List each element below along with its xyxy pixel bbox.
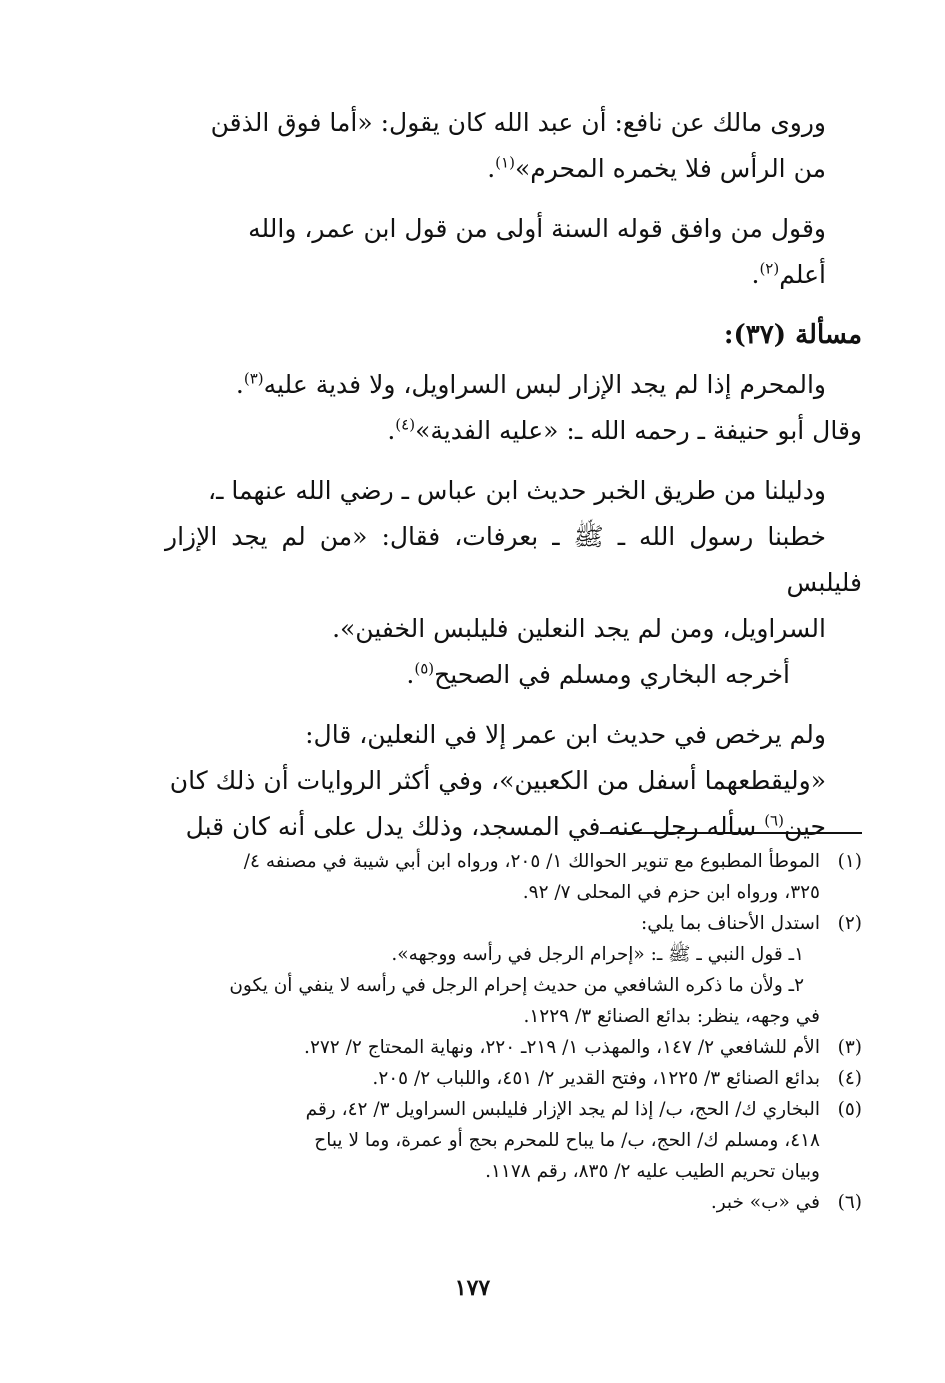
footnotes-section bbox=[165, 846, 862, 1218]
footnote-number: (٦) bbox=[837, 1192, 862, 1213]
footnote-line: الأم للشافعي ٢/ ١٤٧، والمهذب ١/ ٢١٩ـ ٢٢٠، ونهاية المحتاج ٢/ ٢٧٢. bbox=[304, 1037, 820, 1058]
footnote-reference: (١) bbox=[495, 153, 515, 172]
text-segment: . bbox=[487, 154, 496, 183]
text-segment: أخرجه البخاري ومسلم في الصحيح bbox=[434, 660, 790, 689]
text-line bbox=[165, 804, 862, 850]
footnote-number: (٢) bbox=[837, 913, 862, 934]
footnote-body bbox=[165, 846, 820, 908]
text-line: وقال أبو حنيفة ـ رحمه الله ـ: «عليه الفدية»$^{(٤)}$. bbox=[387, 415, 862, 445]
footnote-item bbox=[165, 1187, 862, 1218]
text-segment: والمحرم إذا لم يجد الإزار لبس السراويل، ولا فدية عليه bbox=[263, 370, 826, 399]
footnote-item bbox=[165, 1094, 862, 1187]
footnote-reference: (٦) bbox=[764, 811, 784, 830]
footnote-item bbox=[165, 1063, 862, 1094]
paragraph-evidence bbox=[165, 468, 862, 698]
text-line: ودليلنا من طريق الخبر حديث ابن عباس ـ رضي الله عنهما ـ، bbox=[208, 476, 826, 505]
text-line: أخرجه البخاري ومسلم في الصحيح$^{(٥)}$. bbox=[406, 659, 790, 689]
footnote-body bbox=[165, 1094, 820, 1187]
footnote-reference: (٢) bbox=[759, 259, 780, 278]
text-line: والمحرم إذا لم يجد الإزار لبس السراويل، ولا فدية عليه$^{(٣)}$. bbox=[235, 369, 826, 399]
text-segment: أعلم bbox=[779, 260, 826, 289]
footnote-line: وبيان تحريم الطيب عليه ٢/ ٨٣٥، رقم ١١٧٨. bbox=[485, 1161, 820, 1182]
footnote-line: البخاري ك/ الحج، ب/ إذا لم يجد الإزار فليلبس السراويل ٣/ ٤٢، رقم bbox=[305, 1099, 820, 1120]
paragraph-malik-narration bbox=[165, 100, 862, 192]
text-line: وقول من وافق قوله السنة أولى من قول ابن عمر، والله bbox=[248, 214, 826, 243]
footnote-sublist bbox=[165, 970, 862, 1032]
footnote-subline: ١ـ قول النبي ـ ﷺ ـ: «إحرام الرجل في رأسه ووجهه». bbox=[391, 944, 804, 965]
footnote-line: في «ب» خبر. bbox=[710, 1192, 820, 1213]
text-line: ولم يرخص في حديث ابن عمر إلا في النعلين، قال: bbox=[305, 720, 826, 749]
footnote-reference: (٥) bbox=[414, 659, 435, 678]
text-segment: حين bbox=[783, 812, 826, 841]
footnote-line: استدل الأحناف بما يلي: bbox=[641, 913, 820, 934]
footnote-number: (٤) bbox=[837, 1068, 862, 1089]
footnote-body bbox=[165, 1187, 820, 1218]
footnote-body bbox=[165, 908, 820, 1032]
text-segment: وقال أبو حنيفة ـ رحمه الله ـ: «عليه الفدية» bbox=[415, 416, 862, 445]
footnote-item bbox=[165, 908, 862, 1032]
footnote-line: الموطأ المطبوع مع تنوير الحوالك ١/ ٢٠٥، ورواه ابن أبي شيبة في مصنفه ٤/ bbox=[243, 851, 820, 872]
issue-heading: مسألة (٣٧): bbox=[723, 320, 862, 350]
text-line: السراويل، ومن لم يجد النعلين فليلبس الخفين». bbox=[332, 614, 826, 643]
footnote-body bbox=[165, 1032, 820, 1063]
footnote-subline: في وجهه، ينظر: بدائع الصنائع ٣/ ١٢٢٩. bbox=[523, 1006, 820, 1027]
footnote-sublist bbox=[165, 939, 820, 970]
footnote-subline: ٢ـ ولأن ما ذكره الشافعي من حديث إحرام الرجل في رأسه لا ينفي أن يكون bbox=[229, 975, 804, 996]
footnote-reference: (٤) bbox=[395, 415, 416, 434]
text-line: وروى مالك عن نافع: أن عبد الله كان يقول: «أما فوق الذقن bbox=[210, 108, 826, 137]
text-line bbox=[165, 146, 862, 192]
text-line bbox=[165, 252, 862, 298]
footnote-item bbox=[165, 846, 862, 908]
page-number: ١٧٧ bbox=[454, 1275, 491, 1301]
footnote-line: ٤١٨، ومسلم ك/ الحج، ب/ ما يباح للمحرم بحج أو عمرة، وما لا يباح bbox=[314, 1130, 820, 1151]
footnote-reference: (٣) bbox=[243, 369, 264, 388]
footnote-divider bbox=[600, 832, 862, 834]
text-line: خطبنا رسول الله ـ ﷺ ـ بعرفات، فقال: «من لم يجد الإزار فليلبس bbox=[165, 522, 862, 597]
footnote-number: (٣) bbox=[837, 1037, 862, 1058]
text-segment: . bbox=[751, 260, 760, 289]
text-segment: من الرأس فلا يخمره المحرم» bbox=[514, 154, 826, 183]
text-line: «وليقطعهما أسفل من الكعبين»، وفي أكثر الروايات أن ذلك كان bbox=[169, 766, 826, 795]
footnote-line: بدائع الصنائع ٣/ ١٢٢٥، وفتح القدير ٢/ ٤٥١، واللباب ٢/ ٢٠٥. bbox=[372, 1068, 820, 1089]
paragraph-ibn-umar-concession bbox=[165, 712, 862, 850]
text-segment: سأله رجل عنه في المسجد، وذلك يدل على أنه كان قبل bbox=[185, 812, 765, 841]
footnote-number: (٥) bbox=[837, 1099, 862, 1120]
footnote-item bbox=[165, 1032, 862, 1063]
paragraph-preferred-view bbox=[165, 206, 862, 298]
footnote-line: ٣٢٥، ورواه ابن حزم في المحلى ٧/ ٩٢. bbox=[522, 882, 820, 903]
footnote-number: (١) bbox=[837, 851, 862, 872]
footnote-body bbox=[165, 1063, 820, 1094]
paragraph-issue-statement bbox=[165, 362, 862, 454]
